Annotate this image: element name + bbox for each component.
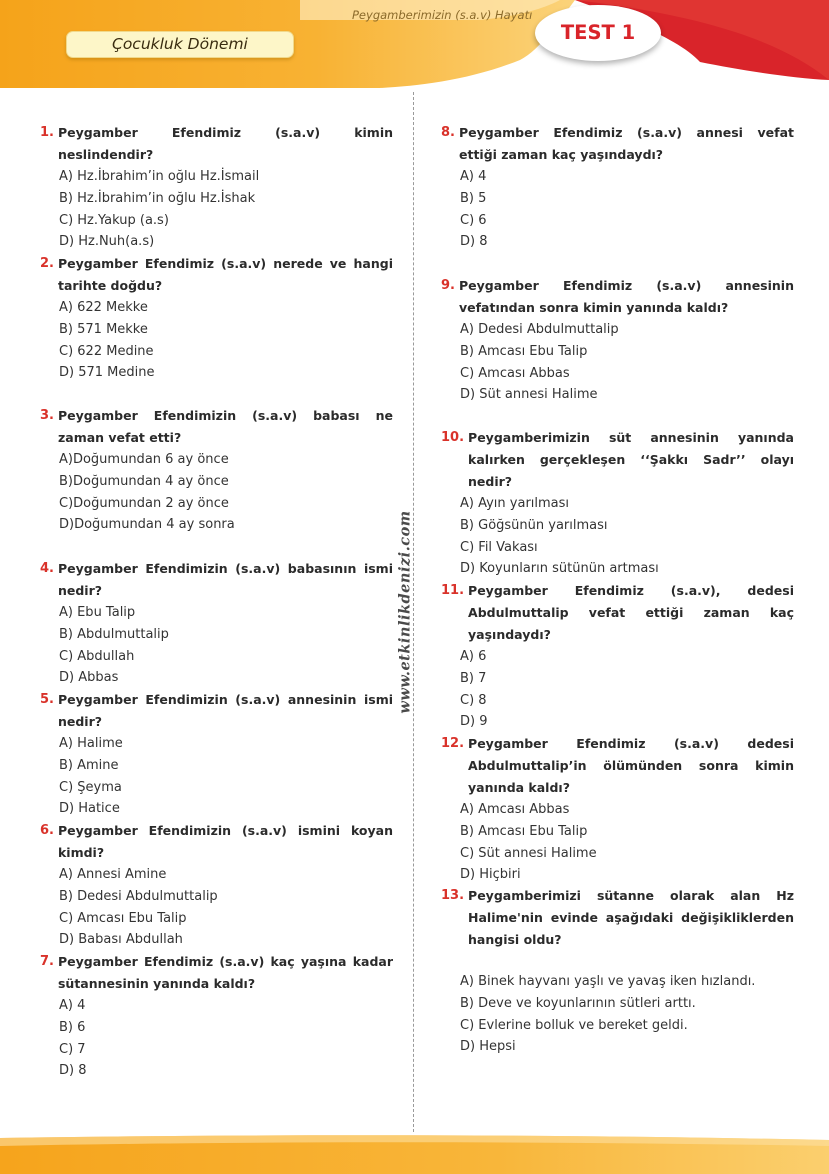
question-number: 11. <box>441 583 465 598</box>
question-text: Peygamberimizi sütanne olarak alan Hz Halime'nin evinde aşağıdaki değişikliklerden hangisi oldu? <box>468 888 794 947</box>
option-b: B)Doğumundan 4 ay önce <box>59 473 229 489</box>
subject-title: Peygamberimizin (s.a.v) Hayatı <box>352 8 533 22</box>
option-b: B) Abdulmuttalip <box>59 626 169 642</box>
question-3 <box>40 405 393 536</box>
question-text: Peygamber Efendimiz (s.a.v) kimin neslindendir? <box>57 125 393 162</box>
footer-swoosh-graphic <box>0 1132 829 1174</box>
option-c: C) Amcası Ebu Talip <box>59 910 187 926</box>
question-number: 2. <box>40 256 54 271</box>
option-a: A) Halime <box>59 736 123 751</box>
option-c: C) 622 Medine <box>59 343 154 359</box>
option-c: C) Hz.Yakup (a.s) <box>59 212 169 228</box>
question-2 <box>40 253 393 384</box>
question-number: 8. <box>441 125 455 140</box>
option-d: D) 8 <box>460 234 488 250</box>
question-number: 10. <box>441 430 465 445</box>
question-text: Peygamber Efendimizin (s.a.v) annesinin ismi nedir? <box>57 692 393 729</box>
question-number: 4. <box>40 561 54 576</box>
question-5 <box>40 689 393 820</box>
chapter-label: Çocukluk Dönemi <box>66 31 294 58</box>
question-number: 13. <box>441 888 465 903</box>
question-number: 9. <box>441 278 455 293</box>
question-text: Peygamber Efendimiz (s.a.v) annesi vefat ettiği zaman kaç yaşındaydı? <box>458 125 794 162</box>
question-text: Peygamber Efendimiz (s.a.v) nerede ve hangi tarihte doğdu? <box>57 256 393 293</box>
option-a: A) Dedesi Abdulmuttalip <box>460 322 619 337</box>
option-a: A) Annesi Amine <box>59 867 167 882</box>
option-b: B) 6 <box>59 1019 86 1035</box>
option-d: D) Babası Abdullah <box>59 932 183 948</box>
option-b: B) Göğsünün yarılması <box>460 517 608 533</box>
option-a: A) 622 Mekke <box>59 300 148 315</box>
option-c: C) Abdullah <box>59 648 135 664</box>
question-text: Peygamber Efendimiz (s.a.v), dedesi Abdulmuttalip vefat ettiği zaman kaç yaşındaydı? <box>468 583 794 642</box>
option-d: D) Hz.Nuh(a.s) <box>59 234 155 250</box>
option-a: A) Hz.İbrahim’in oğlu Hz.İsmail <box>59 169 260 184</box>
option-b: B) Deve ve koyunlarının sütleri arttı. <box>460 995 696 1011</box>
option-b: B) 5 <box>460 190 487 206</box>
question-text: Peygamber Efendimizin (s.a.v) babasının ismi nedir? <box>57 561 393 598</box>
option-a: A) 6 <box>460 649 487 664</box>
option-b: B) Amcası Ebu Talip <box>460 823 588 839</box>
footer-band <box>0 1132 829 1174</box>
option-b: B) 571 Mekke <box>59 321 148 337</box>
question-text: Peygamber Efendimiz (s.a.v) annesinin vefatından sonra kimin yanında kaldı? <box>458 278 794 315</box>
test-badge: TEST 1 <box>535 5 661 61</box>
question-13 <box>441 885 794 1058</box>
question-7 <box>40 951 393 1082</box>
question-number: 7. <box>40 954 54 969</box>
question-10 <box>441 427 794 580</box>
option-a: A) Binek hayvanı yaşlı ve yavaş iken hızlandı. <box>460 974 756 989</box>
option-a: A) 4 <box>59 998 86 1013</box>
option-c: C)Doğumundan 2 ay önce <box>59 495 229 511</box>
question-text: Peygamber Efendimizin (s.a.v) ismini koyan kimdi? <box>57 823 393 860</box>
option-d: D) Hiçbiri <box>460 867 521 883</box>
option-a: A)Doğumundan 6 ay önce <box>59 452 229 467</box>
option-b: B) Dedesi Abdulmuttalip <box>59 888 218 904</box>
option-a: A) Ayın yarılması <box>460 496 570 511</box>
option-d: D) Süt annesi Halime <box>460 387 598 403</box>
option-b: B) 7 <box>460 670 487 686</box>
question-1 <box>40 122 393 253</box>
option-d: D)Doğumundan 4 ay sonra <box>59 517 235 533</box>
option-a: A) 4 <box>460 169 487 184</box>
option-c: C) Şeyma <box>59 779 122 795</box>
option-b: B) Amcası Ebu Talip <box>460 343 588 359</box>
option-c: C) 8 <box>460 692 487 708</box>
option-c: C) Fil Vakası <box>460 539 538 555</box>
page-header <box>0 0 829 110</box>
question-number: 1. <box>40 125 54 140</box>
website-watermark: www.etkinlikdenizi.com <box>396 510 414 714</box>
question-6 <box>40 820 393 951</box>
option-c: C) Evlerine bolluk ve bereket geldi. <box>460 1017 688 1033</box>
option-b: B) Hz.İbrahim’in oğlu Hz.İshak <box>59 190 256 206</box>
question-12 <box>441 733 794 886</box>
question-number: 6. <box>40 823 54 838</box>
option-d: D) 8 <box>59 1063 87 1079</box>
option-d: D) 571 Medine <box>59 365 155 381</box>
option-c: C) Süt annesi Halime <box>460 845 597 861</box>
question-text: Peygamberimizin süt annesinin yanında kalırken gerçekleşen ‘‘Şakkı Sadr’’ olayı nedir? <box>468 430 794 489</box>
question-11 <box>441 580 794 733</box>
option-d: D) Koyunların sütünün artması <box>460 561 659 577</box>
option-c: C) Amcası Abbas <box>460 365 570 381</box>
question-8 <box>441 122 794 253</box>
option-d: D) 9 <box>460 714 488 730</box>
option-a: A) Amcası Abbas <box>460 802 570 817</box>
option-d: D) Hatice <box>59 801 120 817</box>
question-number: 5. <box>40 692 54 707</box>
question-text: Peygamber Efendimiz (s.a.v) kaç yaşına kadar sütannesinin yanında kaldı? <box>57 954 393 991</box>
option-c: C) 7 <box>59 1041 86 1057</box>
question-9 <box>441 275 794 406</box>
question-text: Peygamber Efendimiz (s.a.v) dedesi Abdulmuttalip’in ölümünden sonra kimin yanında kaldı? <box>468 736 794 795</box>
option-d: D) Abbas <box>59 670 119 686</box>
question-number: 12. <box>441 736 465 751</box>
option-a: A) Ebu Talip <box>59 605 136 620</box>
option-d: D) Hepsi <box>460 1039 516 1055</box>
question-4 <box>40 558 393 689</box>
option-b: B) Amine <box>59 757 119 773</box>
question-number: 3. <box>40 408 54 423</box>
option-c: C) 6 <box>460 212 487 228</box>
question-text: Peygamber Efendimizin (s.a.v) babası ne zaman vefat etti? <box>57 408 393 445</box>
